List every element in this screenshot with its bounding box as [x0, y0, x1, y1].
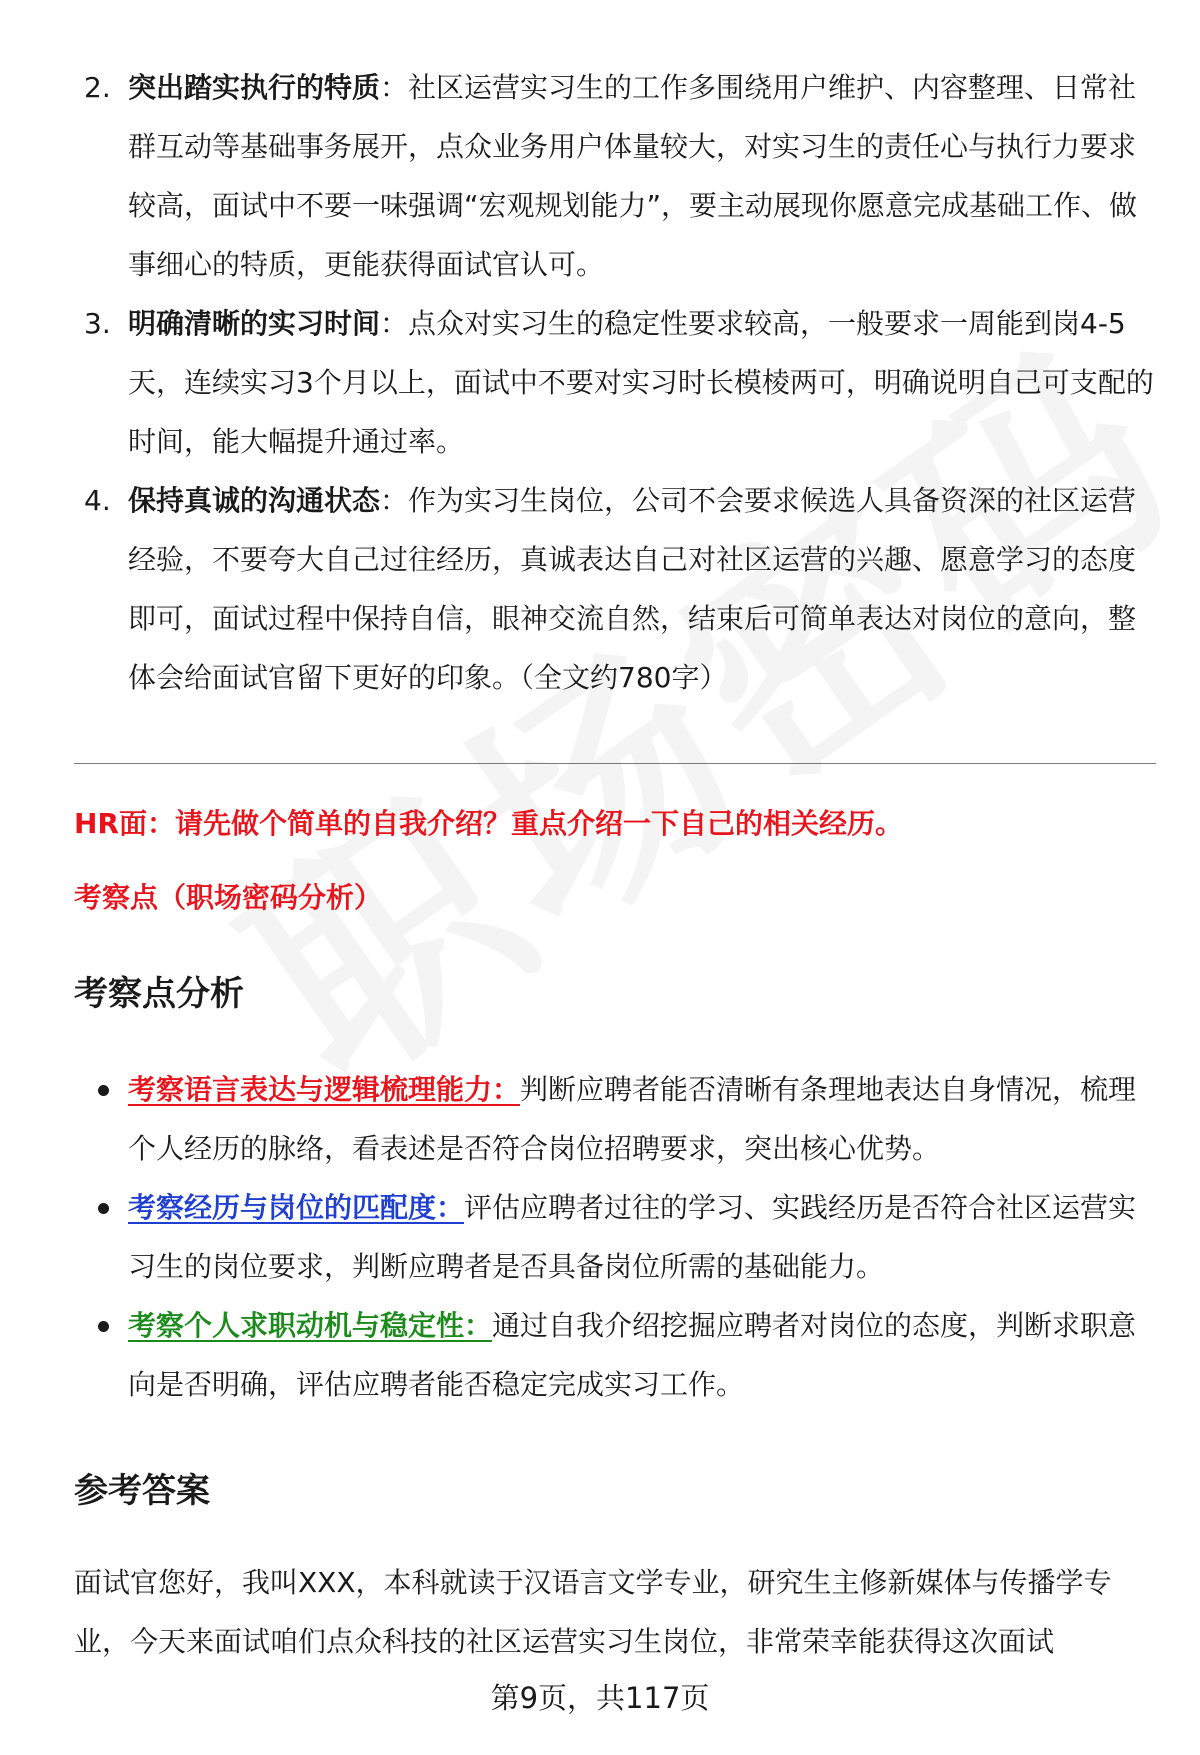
tip-text: ：作为实习生岗位，公司不会要求候选人具备资深的社区运营经验，不要夸大自己过往经历，真诚表达自己对社区运营的兴趣、愿意学习的态度即可，面试过程中保持自信，眼神交流自然，结束后可简单表达对岗位的意向，整体会给面试官留下更好的印象。（全文约780字） [128, 484, 1137, 694]
analysis-heading: 考察点分析 [74, 974, 244, 1014]
hr-question: HR面：请先做个简单的自我介绍？重点介绍一下自己的相关经历。 [74, 807, 903, 840]
page-footer: 第9页，共117页 [490, 1681, 710, 1715]
analysis-text: 通过自我介绍挖掘应聘者对岗位的态度，判断求职意向是否明确，评估应聘者能否稳定完成实习工作。 [128, 1309, 1137, 1401]
tip-item-4 [74, 471, 1154, 707]
answer-paragraph: 面试官您好，我叫XXX，本科就读于汉语言文学专业，研究生主修新媒体与传播学专业，今天来面试咱们点众科技的社区运营实习生岗位，非常荣幸能获得这次面试 [74, 1566, 1112, 1658]
answer-heading: 参考答案 [74, 1471, 210, 1511]
tip-title: 突出踏实执行的特质 [128, 71, 381, 104]
tip-number: 3. [84, 307, 111, 340]
analysis-list [74, 1060, 1156, 1414]
bullet-dot [98, 1203, 109, 1214]
tip-item-2 [74, 58, 1154, 294]
tip-text: ：社区运营实习生的工作多围绕用户维护、内容整理、日常社群互动等基础事务展开，点众业务用户体量较大，对实习生的责任心与执行力要求较高，面试中不要一味强调“宏观规划能力”，要主动展现你愿意完成基础工作、做事细心的特质，更能获得面试官认可。 [128, 71, 1138, 281]
section-divider [74, 763, 1156, 764]
tip-title: 保持真诚的沟通状态 [128, 484, 381, 517]
analysis-text: 评估应聘者过往的学习、实践经历是否符合社区运营实习生的岗位要求，判断应聘者是否具备岗位所需的基础能力。 [128, 1191, 1137, 1283]
analysis-text: 判断应聘者能否清晰有条理地表达自身情况，梳理个人经历的脉络，看表述是否符合岗位招聘要求，突出核心优势。 [128, 1073, 1137, 1165]
analysis-item [74, 1178, 1156, 1296]
analysis-key: 考察个人求职动机与稳定性： [128, 1309, 493, 1342]
bullet-dot [98, 1321, 109, 1332]
analysis-key: 考察经历与岗位的匹配度： [128, 1191, 465, 1224]
tip-text: ：点众对实习生的稳定性要求较高，一般要求一周能到岗4-5天，连续实习3个月以上，面试中不要对实习时长模棱两可，明确说明自己可支配的时间，能大幅提升通过率。 [128, 307, 1154, 458]
tip-number: 4. [84, 484, 111, 517]
bullet-dot [98, 1085, 109, 1096]
tip-number: 2. [84, 71, 111, 104]
analysis-item [74, 1296, 1156, 1414]
analysis-key: 考察语言表达与逻辑梳理能力： [128, 1073, 521, 1106]
hr-subtitle: 考察点（职场密码分析） [74, 881, 383, 914]
tips-list [74, 58, 1154, 707]
tip-item-3 [74, 294, 1154, 471]
analysis-item [74, 1060, 1156, 1178]
tip-title: 明确清晰的实习时间 [128, 307, 381, 340]
